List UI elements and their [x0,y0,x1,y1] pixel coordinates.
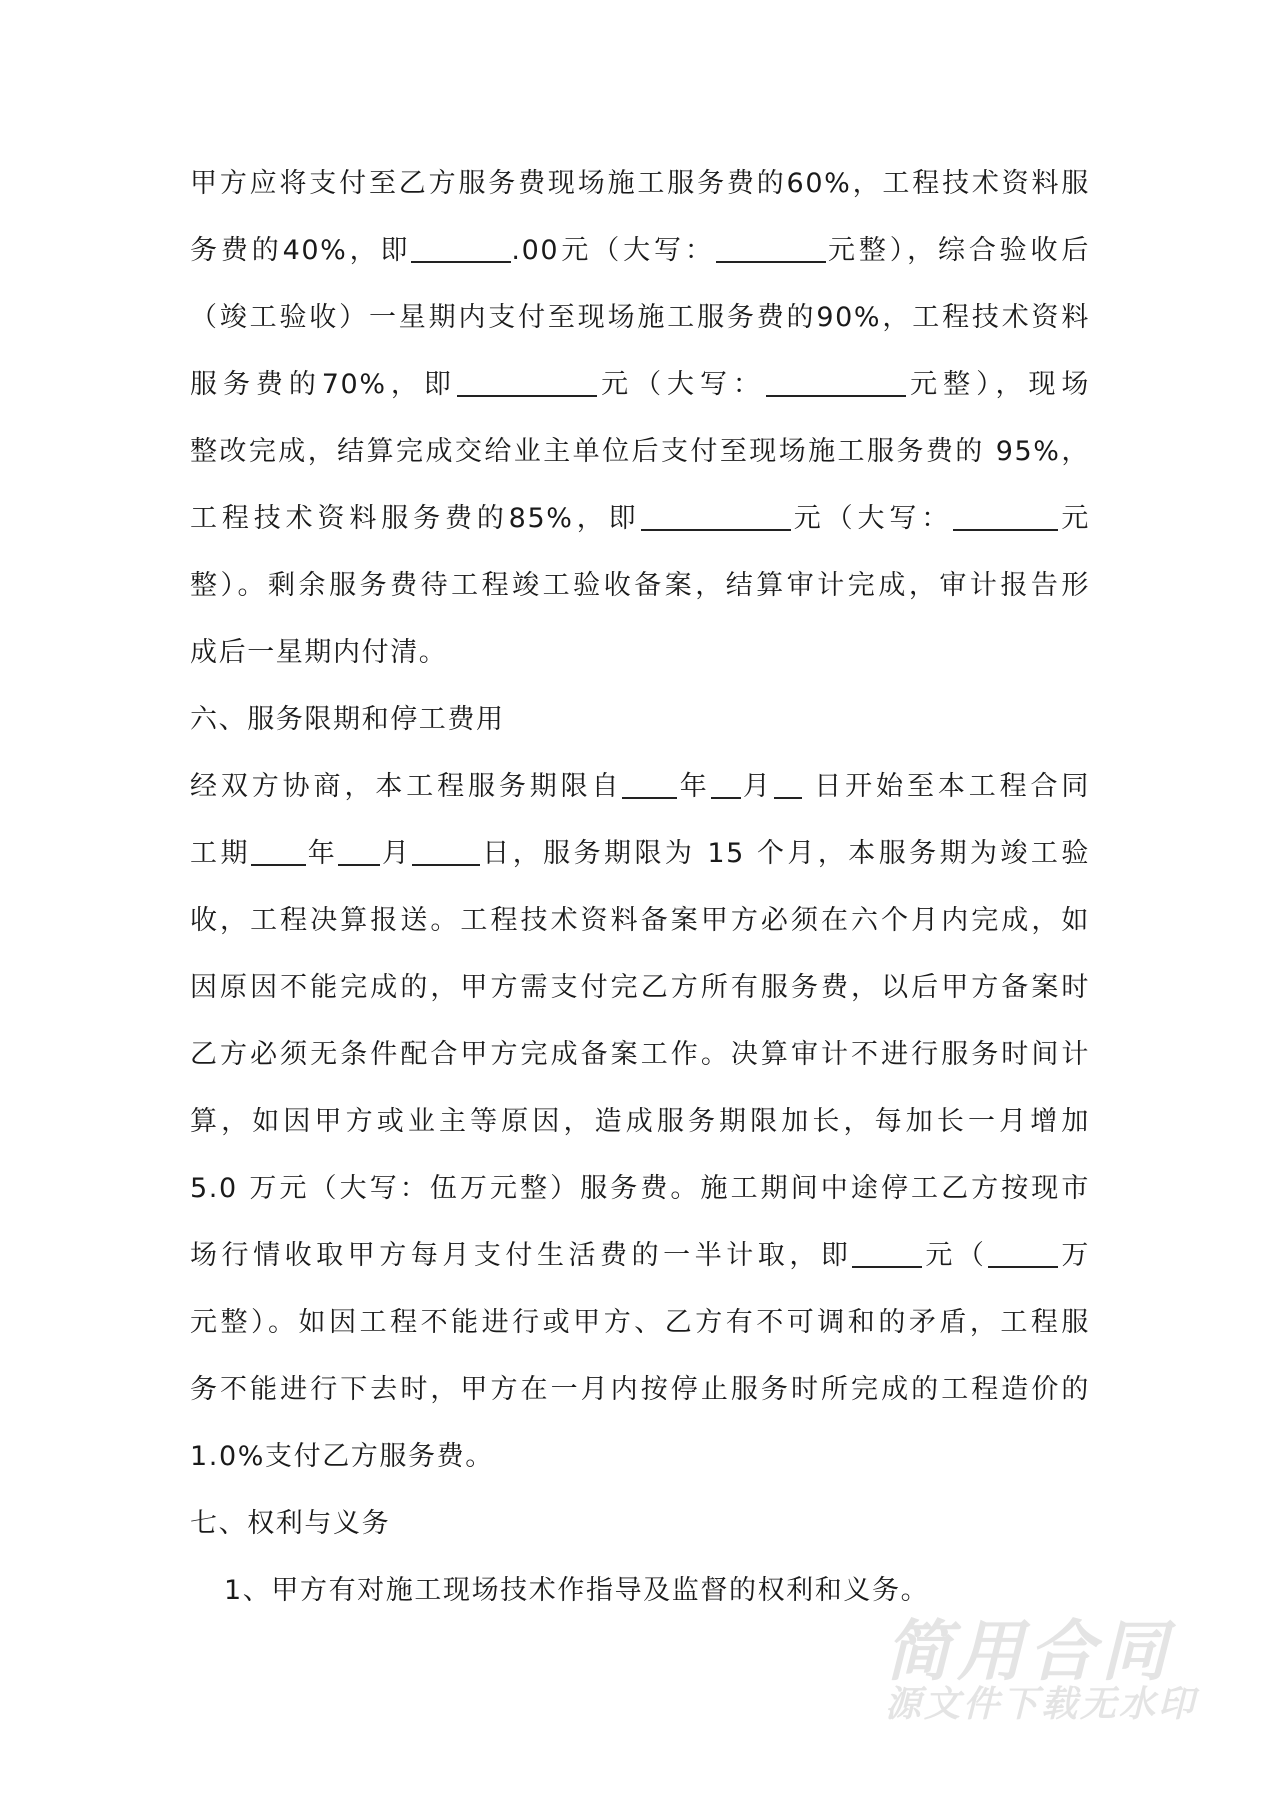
line-text: 因原因不能完成的，甲方需支付完乙方所有服务费，以后甲方备案时 [190,972,1090,1003]
paragraph-line [190,231,1090,271]
line-text: 算，如因甲方或业主等原因，造成服务期限加长，每加长一月增加 [190,1106,1090,1137]
watermark-subtitle: 源文件下载无水印 [885,1684,1198,1725]
line-text: 元（大写： [790,503,954,534]
paragraph-line [190,1102,1090,1142]
line-text: 日开始至本工程合同 [801,771,1090,802]
fill-in-blank[interactable] [711,767,741,799]
watermark-title: 简用合同 [885,1613,1173,1690]
paragraph-line [190,432,1090,472]
line-text: 月 [740,771,774,802]
fill-in-blank[interactable] [412,834,480,866]
line-text: 元整），现场 [905,369,1090,400]
line-text: 月 [380,838,413,869]
line-text: 元（大写： [596,369,766,400]
paragraph-line [190,1035,1090,1075]
paragraph-line [190,1303,1090,1343]
fill-in-blank[interactable] [766,365,906,397]
fill-in-blank[interactable] [622,767,677,799]
line-text: 万 [1058,1240,1090,1271]
fill-in-blank[interactable] [852,1236,922,1268]
line-text: 收，工程决算报送。工程技术资料备案甲方必须在六个月内完成，如 [190,905,1090,936]
line-text: 日，服务期限为 15 个月，本服务期为竣工验 [480,838,1090,869]
line-text: 元整），综合验收后 [825,235,1091,266]
paragraph-line [190,365,1090,405]
line-text: 经双方协商，本工程服务期限自 [190,771,623,802]
fill-in-blank[interactable] [953,499,1058,531]
paragraph-line [190,834,1090,874]
paragraph-line [190,767,1090,807]
paragraph-line [190,901,1090,941]
fill-in-blank[interactable] [988,1236,1058,1268]
line-text: 甲方应将支付至乙方服务费现场施工服务费的60%，工程技术资料服 [190,168,1090,199]
line-text: 元整）。如因工程不能进行或甲方、乙方有不可调和的矛盾，工程服 [190,1307,1090,1338]
line-text: 5.0 万元（大写：伍万元整）服务费。施工期间中途停工乙方按现市 [190,1173,1090,1204]
fill-in-blank[interactable] [716,231,826,263]
line-text: 1、甲方有对施工现场技术作指导及监督的权利和义务。 [224,1575,930,1606]
fill-in-blank[interactable] [411,231,511,263]
line-text: 整）。剩余服务费待工程竣工验收备案，结算审计完成，审计报告形 [190,570,1090,601]
clause-item [190,1571,1124,1611]
paragraph-line [190,499,1090,539]
line-text: （竣工验收）一星期内支付至现场施工服务费的90%，工程技术资料 [190,302,1090,333]
line-text: 场行情收取甲方每月支付生活费的一半计取，即 [190,1240,853,1271]
paragraph-line [190,968,1090,1008]
line-text: 六、服务限期和停工费用 [190,704,505,735]
line-text: 整改完成，结算完成交给业主单位后支付至现场施工服务费的 95%， [190,436,1090,467]
line-text: 乙方必须无条件配合甲方完成备案工作。决算审计不进行服务时间计 [190,1039,1090,1070]
paragraph-line [190,298,1090,338]
line-text: 元（ [922,1240,989,1271]
line-text: 务费的40%，即 [190,235,412,266]
fill-in-blank[interactable] [774,767,802,799]
fill-in-blank[interactable] [338,834,380,866]
section-heading [190,700,1090,740]
line-text: .00元（大写： [511,235,716,266]
fill-in-blank[interactable] [251,834,306,866]
line-text: 1.0%支付乙方服务费。 [190,1441,494,1472]
paragraph-line [190,1236,1090,1276]
line-text: 成后一星期内付清。 [190,637,448,668]
line-text: 工期 [190,838,251,869]
line-text: 元 [1058,503,1091,534]
line-text: 务不能进行下去时，甲方在一月内按停止服务时所完成的工程造价的 [190,1374,1090,1405]
fill-in-blank[interactable] [641,499,791,531]
paragraph-line [190,164,1090,204]
paragraph-line [190,1169,1090,1209]
paragraph-line [190,1437,1090,1477]
fill-in-blank[interactable] [457,365,597,397]
line-text: 年 [677,771,711,802]
line-text: 工程技术资料服务费的85%，即 [190,503,641,534]
paragraph-line [190,1370,1090,1410]
section-heading [190,1504,1090,1544]
paragraph-line [190,633,1090,673]
paragraph-line [190,566,1090,606]
line-text: 七、权利与义务 [190,1508,391,1539]
line-text: 服务费的70%，即 [190,369,457,400]
line-text: 年 [305,838,339,869]
